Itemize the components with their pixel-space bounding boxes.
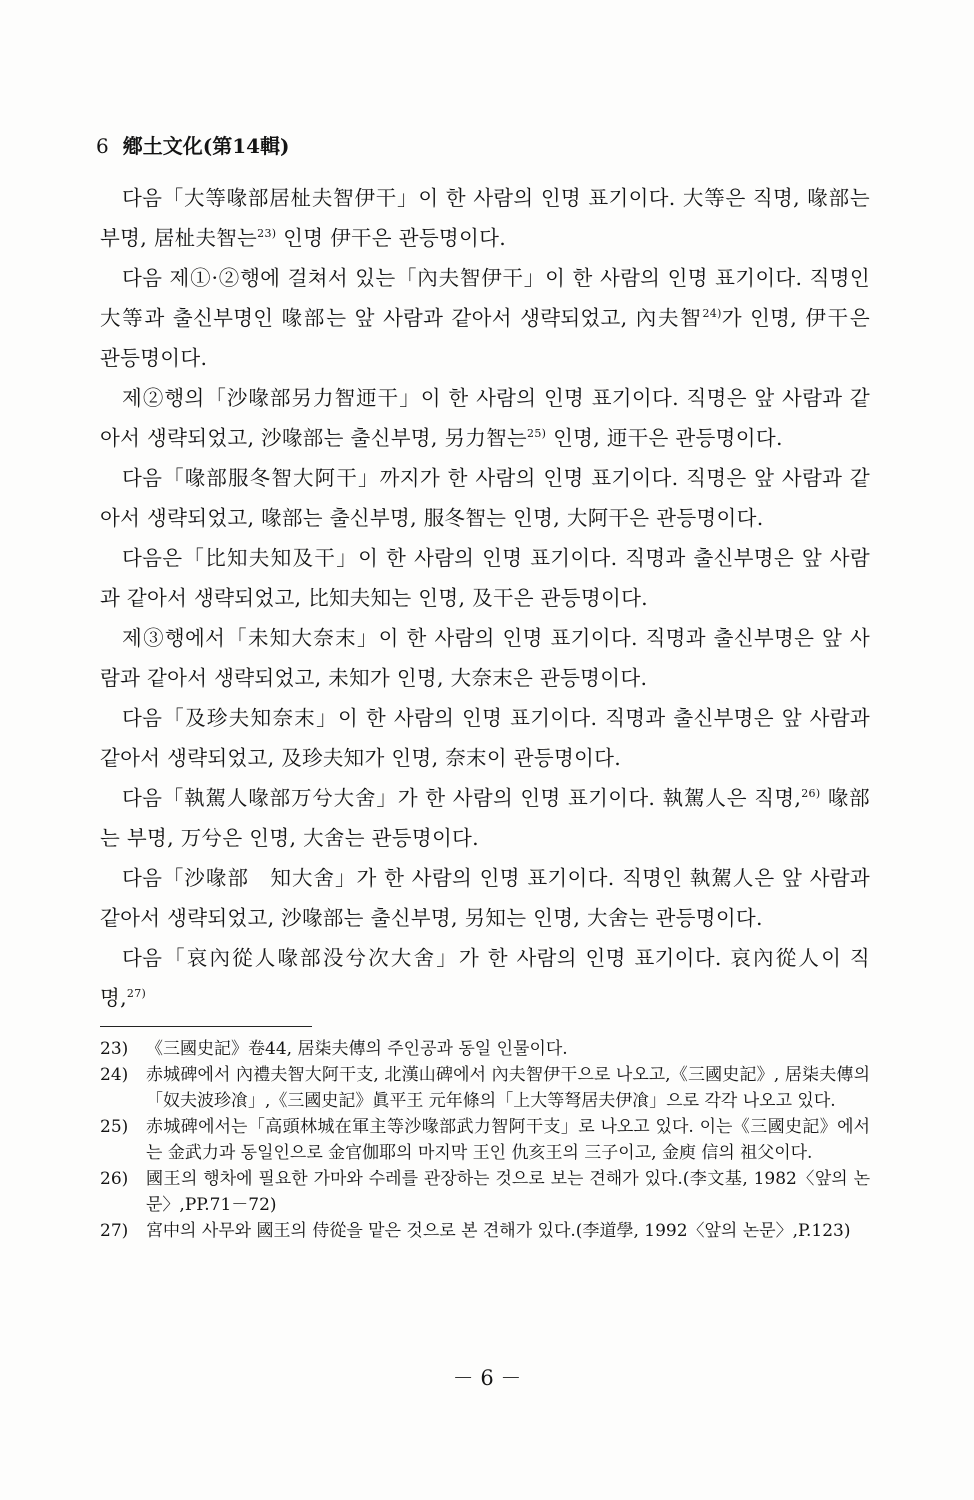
paragraph [100,378,870,458]
paragraph-text: 인명, 迊干은 관등명이다. [546,426,783,450]
running-header [96,130,290,159]
body-text [100,178,870,1018]
footnote [100,1166,870,1218]
paragraph [100,858,870,938]
footnote-ref-26: 26) [801,787,821,801]
footnote-number: 24) [100,1065,129,1085]
footnote-number: 23) [100,1039,129,1059]
footnote-number: 25) [100,1117,129,1137]
header-page-number: 6 [96,134,109,158]
paragraph-text: 다음은「比知夫知及干」이 한 사람의 인명 표기이다. 직명과 출신부명은 앞 사람과 같아서 생략되었고, 比知夫知는 인명, 及干은 관등명이다. [100,546,870,610]
paragraph [100,538,870,618]
paragraph-text: 다음 제①·②행에 걸쳐서 있는「內夫智伊干」이 한 사람의 인명 표기이다. 직명인 大等과 출신부명인 喙部는 앞 사람과 같아서 생략되었고, 內夫智 [100,266,870,330]
footnote-ref-25: 25) [527,427,547,441]
paragraph [100,698,870,778]
footnote-text: 《三國史記》卷44, 居柒夫傳의 주인공과 동일 인물이다. [146,1039,568,1059]
paragraph-text: 인명 伊干은 관등명이다. [276,226,507,250]
paragraph [100,618,870,698]
footnote-divider [100,1026,312,1027]
paragraph-text: 다음「及珍夫知奈末」이 한 사람의 인명 표기이다. 직명과 출신부명은 앞 사람과 같아서 생략되었고, 及珍夫知가 인명, 奈末이 관등명이다. [100,706,870,770]
paragraph [100,458,870,538]
paragraph [100,938,870,1018]
paragraph-text: 다음「喙部服冬智大阿干」까지가 한 사람의 인명 표기이다. 직명은 앞 사람과 같아서 생략되었고, 喙部는 출신부명, 服冬智는 인명, 大阿干은 관등명이다. [100,466,870,530]
footnote-text: 宮中의 사무와 國王의 侍從을 맡은 것으로 본 견해가 있다.(李道學, 1992〈앞의 논문〉,P.123) [146,1221,851,1241]
paragraph-text: 제③행에서「未知大奈末」이 한 사람의 인명 표기이다. 직명과 출신부명은 앞 사람과 같아서 생략되었고, 未知가 인명, 大奈末은 관등명이다. [100,626,870,690]
footnote-text: 國王의 행차에 필요한 가마와 수레를 관장하는 것으로 보는 견해가 있다.(李文基, 1982〈앞의 논문〉,PP.71－72) [146,1169,870,1215]
paragraph [100,178,870,258]
footnote-ref-27: 27) [126,987,147,1001]
journal-title: 鄕土文化(第14輯) [122,134,290,158]
paragraph-text: 喙部는 부명, 万兮은 인명, 大舍는 관등명이다. [100,786,870,850]
footnote-number: 26) [100,1169,129,1189]
footnotes [100,1036,870,1244]
paragraph-text: 다음「哀內從人喙部没兮次大舍」가 한 사람의 인명 표기이다. 哀內從人이 직명, [100,946,870,1010]
footnote-text: 赤城碑에서 內禮夫智大阿干支, 北漢山碑에서 內夫智伊干으로 나오고,《三國史記》, 居柒夫傳의「奴夫波珍飡」,《三國史記》眞平王 元年條의「上大等弩居夫伊飡」으로 각각 나오고 있다. [146,1065,870,1111]
footnote-number: 27) [100,1221,129,1241]
footnote-text: 赤城碑에서는「高頭林城在軍主等沙喙部武力智阿干支」로 나오고 있다. 이는《三國史記》에서는 金武力과 동일인으로 金官伽耶의 마지막 王인 仇亥王의 三子이고, 金庾 信의 祖父이다. [146,1117,870,1163]
footnote [100,1114,870,1166]
footnote [100,1062,870,1114]
paragraph [100,778,870,858]
paragraph-text: 제②행의「沙喙部另力智迊干」이 한 사람의 인명 표기이다. 직명은 앞 사람과 같아서 생략되었고, 沙喙部는 출신부명, 另力智는 [100,386,870,450]
page-number-footer: － 6 － [452,1366,522,1390]
footnote [100,1036,870,1062]
paragraph-text: 다음「執駕人喙部万兮大舍」가 한 사람의 인명 표기이다. 執駕人은 직명, [122,786,802,810]
footnote-ref-23: 23) [257,227,277,241]
paragraph-text: 다음「沙喙部 知大舍」가 한 사람의 인명 표기이다. 직명인 執駕人은 앞 사람과 같아서 생략되었고, 沙喙部는 출신부명, 另知는 인명, 大舍는 관등명이다. [100,866,870,930]
footnote-ref-24: 24) [702,307,722,321]
paragraph-text: 다음「大等喙部居杫夫智伊干」이 한 사람의 인명 표기이다. 大等은 직명, 喙部는 부명, 居杫夫智는 [100,186,870,250]
paragraph-text: 가 인명, 伊干은 관등명이다. [100,306,870,370]
footnote [100,1218,870,1244]
paragraph [100,258,870,378]
